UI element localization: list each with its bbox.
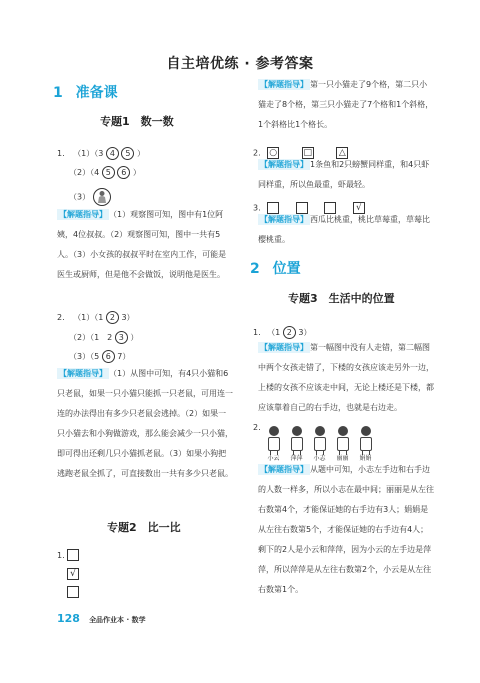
child-name: 丽丽 bbox=[336, 455, 349, 462]
fruit-explanation-text: 西瓜比桃重，桃比草莓重，草莓比樱桃重。 bbox=[258, 215, 430, 244]
q2-row-1-text: （1）（1 bbox=[73, 313, 104, 322]
q1-row-1-close: ） bbox=[137, 149, 146, 158]
shape-box: △ bbox=[336, 147, 348, 159]
r-q3-number: 3. bbox=[253, 203, 261, 213]
circled-answer: 4 bbox=[106, 147, 119, 160]
section-2-heading bbox=[250, 258, 301, 278]
q1-row-3-text: （3） bbox=[69, 192, 91, 202]
q2-explanation-text: （1）从图中可知，有4只小猫和6只老鼠，如果一只小猫只能抓一只老鼠，可用连一连的办法得出有多少只老鼠会逃掉。（2）如果一只小猫去和小狗做游戏，那么能会减少一只小猫，即可得出还剩几只小猫抓老鼠。（3）如果小狗把逃跑老鼠全抓了，可直接数出一共有多少只老鼠。 bbox=[57, 369, 233, 478]
tip-label: 【解题指导】 bbox=[260, 343, 308, 352]
fruit-explanation bbox=[258, 210, 434, 250]
circled-answer: 3 bbox=[115, 331, 128, 344]
circled-answer: 6 bbox=[117, 166, 130, 179]
page-title: 自主培优练 · 参考答案 bbox=[166, 56, 314, 72]
child-name: 小志 bbox=[313, 455, 326, 462]
r-q4-number: 1. bbox=[253, 328, 261, 337]
child-figure-icon bbox=[359, 426, 373, 455]
circled-answer: 6 bbox=[102, 350, 115, 363]
circled-answer: 5 bbox=[102, 166, 115, 179]
answer-box-checked: √ bbox=[67, 568, 79, 580]
child-figure-icon bbox=[313, 426, 327, 455]
tip-label: 【解题指导】 bbox=[59, 210, 107, 219]
tip-label: 【解题指导】 bbox=[59, 369, 107, 378]
header-strip bbox=[0, 0, 480, 10]
q2-row-3-text: （3）（5 bbox=[69, 352, 100, 361]
q1-number: 1. bbox=[57, 149, 65, 158]
r-q4-close: 3） bbox=[298, 328, 312, 337]
circled-person-icon bbox=[93, 188, 111, 206]
section-1-name: 准备课 bbox=[75, 85, 118, 101]
q3-number: 1. bbox=[57, 551, 65, 560]
topic-2-heading: 专题2 比一比 bbox=[107, 521, 181, 534]
page-number: 128 bbox=[57, 612, 80, 625]
weight-explanation-text: 1条鱼和2只螃蟹同样重，和4只虾同样重，所以鱼最重，虾最轻。 bbox=[258, 160, 430, 189]
tip-label: 【解题指导】 bbox=[260, 80, 308, 89]
q2-row-1-close: 3） bbox=[121, 313, 135, 322]
tip-label: 【解题指导】 bbox=[260, 160, 308, 169]
position-explanation-text: 从题中可知，小志左手边和右手边的人数一样多，所以小志在最中间；丽丽是从左往右数第4个，才能保证她的右手边有3人；娟娟是从左往右数第5个，才能保证她的右手边有4人；剩下的2人是小云和萍萍，因为小云的左手边是萍萍，所以萍萍是从左往右数第2个，小云是从左往右数第1个。 bbox=[258, 465, 434, 594]
shape-box: □ bbox=[303, 148, 312, 158]
q1-row-2-close: ） bbox=[132, 168, 141, 177]
r-q4-text: （1 bbox=[267, 328, 281, 337]
q2-row-2 bbox=[69, 331, 138, 344]
q1-explanation bbox=[57, 205, 233, 285]
q1-row-3 bbox=[69, 188, 111, 206]
tip-label: 【解题指导】 bbox=[260, 215, 308, 224]
child-name: 萍萍 bbox=[290, 455, 303, 462]
child-name: 小云 bbox=[267, 455, 280, 462]
stairs-explanation bbox=[258, 338, 434, 418]
cat-explanation bbox=[258, 75, 434, 135]
circled-answer: 2 bbox=[106, 311, 119, 324]
topic-3-heading: 专题3 生活中的位置 bbox=[288, 292, 395, 305]
footer-label: 全品作业本 · 数学 bbox=[89, 616, 146, 624]
position-explanation bbox=[258, 460, 434, 600]
answer-box-empty bbox=[67, 549, 79, 561]
shape-box: ○ bbox=[267, 147, 279, 159]
child-figure-icon bbox=[290, 426, 304, 455]
child-figure-icon bbox=[336, 426, 350, 455]
q1-row-1 bbox=[57, 147, 145, 160]
q2-row-1 bbox=[57, 311, 135, 324]
section-2-name: 位置 bbox=[272, 261, 301, 277]
r-q2-number: 2. bbox=[253, 148, 261, 158]
answer-box-checked: √ bbox=[353, 202, 365, 214]
q2-row-2-close: ） bbox=[130, 333, 139, 342]
q1-row-2 bbox=[69, 166, 141, 179]
topic-1-heading: 专题1 数一数 bbox=[100, 115, 174, 128]
child-name: 娟娟 bbox=[359, 455, 372, 462]
section-1-heading bbox=[53, 82, 118, 102]
q1-explanation-text: （1）观察图可知，图中有1位阿姨，4位叔叔。（2）观察图可知，图中一共有5人。（3）小女孩的叔叔平时在室内工作，可能是医生或厨师，但是他不会做饭，说明他是医生。 bbox=[57, 210, 227, 279]
q2-explanation bbox=[57, 364, 233, 484]
q2-row-2-text: （2）（1 2 bbox=[69, 333, 113, 342]
q1-row-2-text: （2）（4 bbox=[69, 168, 100, 177]
tip-label: 【解题指导】 bbox=[260, 465, 308, 474]
section-2-number: 2 bbox=[250, 261, 260, 277]
q2-row-3-close: 7） bbox=[117, 352, 131, 361]
weight-explanation bbox=[258, 155, 434, 195]
footer bbox=[57, 607, 146, 626]
circled-answer: 2 bbox=[283, 326, 296, 339]
stairs-explanation-text: 第一幅图中没有人走错，第二幅图中两个女孩走错了，下楼的女孩应该走另外一边，上楼的女孩不应该走中间，无论上楼还是下楼，都应该靠着自己的右手边，也就是右边走。 bbox=[258, 343, 434, 412]
r-q5-number: 2. bbox=[253, 423, 261, 432]
section-1-number: 1 bbox=[53, 85, 63, 101]
cat-explanation-text: 第一只小猫走了9个格，第二只小猫走了8个格，第三只小猫走了7个格和1个斜格，1个斜格比1个格长。 bbox=[258, 80, 434, 129]
answer-box-empty bbox=[67, 586, 79, 598]
q1-row-1-text: （1）（3 bbox=[73, 149, 104, 158]
child-figure-icon bbox=[267, 426, 281, 455]
q2-number: 2. bbox=[57, 313, 65, 322]
circled-answer: 5 bbox=[121, 147, 134, 160]
q2-row-3 bbox=[69, 350, 130, 363]
